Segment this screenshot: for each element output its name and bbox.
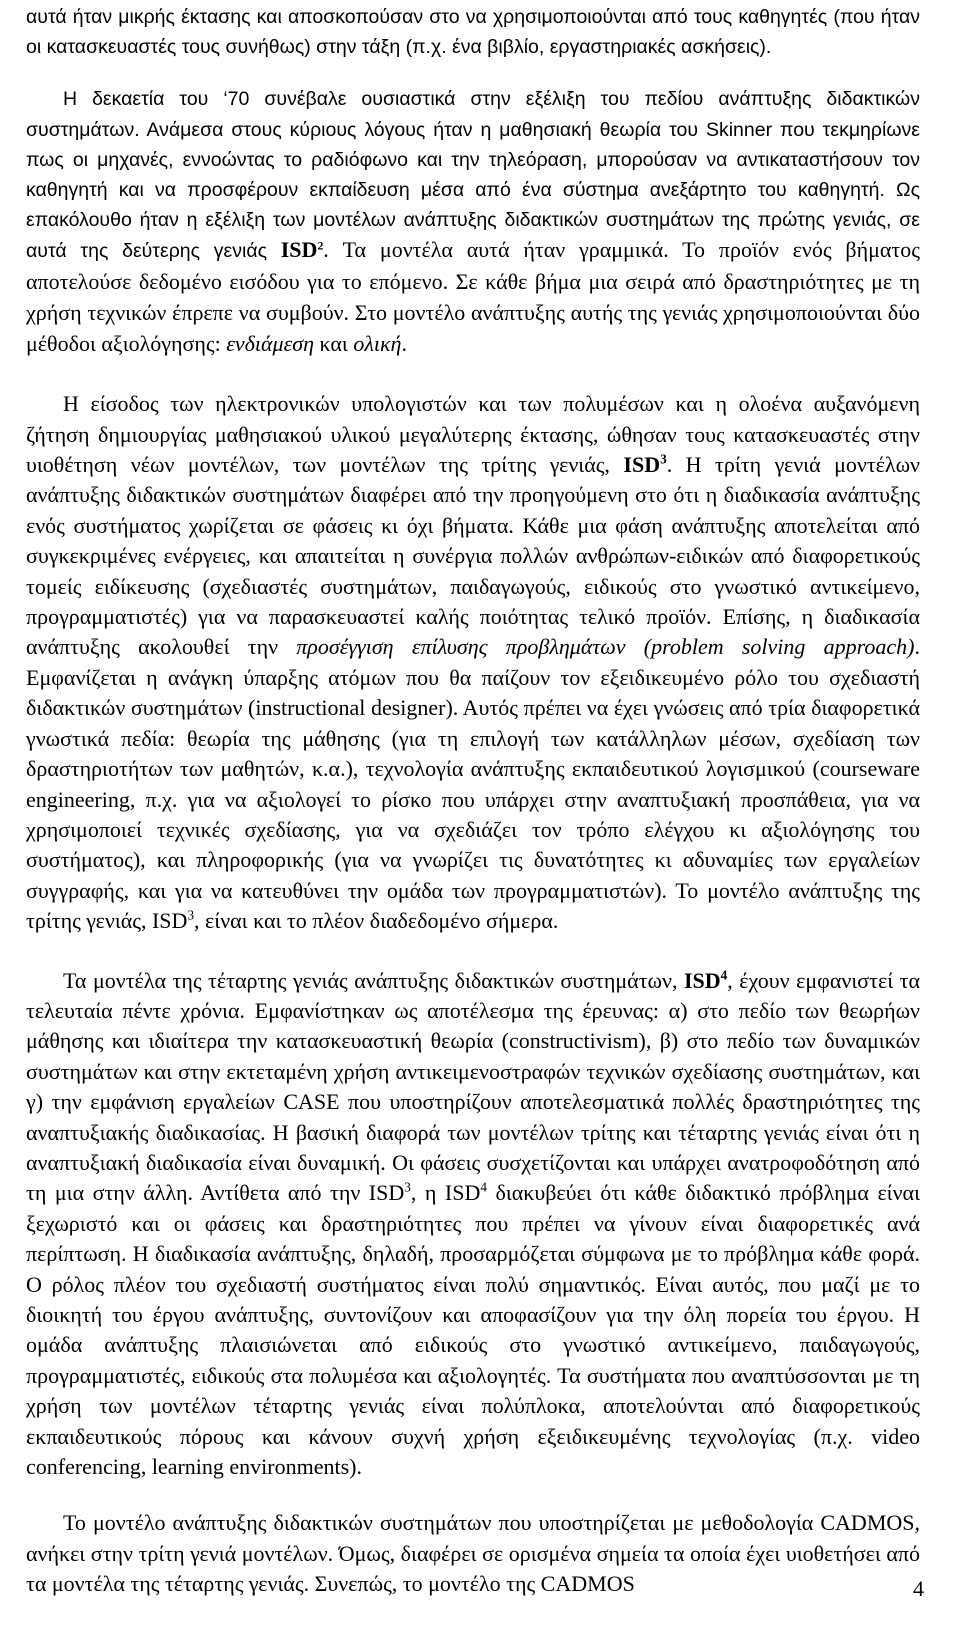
paragraph-text: . Η τρίτη γενιά μοντέλων ανάπτυξης διδακτικών συστημάτων διαφέρει από την προηγούμενη στο ότι η διαδικασία ανάπτυξης ενός συστήματος χωρίζεται σε φάσεις κι όχι βήματα. Κάθε μια φάση ανάπτυξης αποτελείται από συγκεκριμένες ενέργειες, και απαιτείται η συνέργια πολλών ανθρώπων-ειδικών από διαφορετικούς τομείς ειδίκευσης (σχεδιαστές συστημάτων, παιδαγωγούς, ειδικούς στο γνωστικό αντικείμενο, προγραμματιστές) για να παρασκευαστεί καλής ποιότητας τελικό προϊόν. Επίσης, η διαδικασία ανάπτυξης ακολουθεί την (26, 452, 920, 660)
paragraph-text: . (401, 331, 407, 357)
paragraph-text: διακυβεύει ότι κάθε διδακτικό πρόβλημα είναι ξεχωριστό και οι φάσεις και δραστηριότητες που πρέπει να γίνουν είναι διαφορετικές ανά περίπτωση. Η διαδικασία ανάπτυξης, δηλαδή, προσαρμόζεται σύμφωνα με το πρόβλημα κάθε φορά. Ο ρόλος πλέον του σχεδιαστή συστήματος είναι πολύ σημαντικός. Είναι αυτός, που μαζί με το διοικητή του έργου ανάπτυξης, συντονίζουν και αποφασίζουν για την όλη πορεία του έργου. Η ομάδα ανάπτυξης πλαισιώνεται από ειδικούς στο γνωστικό αντικείμενο, παιδαγωγούς, προγραμματιστές, ειδικούς στα πολυμέσα και αξιολογητές. Τα συστήματα που αναπτύσσονται με τη χρήση των μοντέλων τέταρτης γενιάς είναι πολύπλοκα, αποτελούνται από διαφορετικούς εκπαιδευτικούς πόρους και κάνουν συχνή χρήση εξειδικευμένης τεχνολογίας (π.χ. video conferencing, learning environments). (26, 1180, 920, 1480)
paragraph-text: , η ISD (410, 1180, 481, 1206)
paragraph-seventies (26, 84, 920, 360)
paragraph-third-generation (26, 389, 920, 936)
isd-superscript: 3 (404, 1180, 411, 1196)
paragraph-fourth-generation (26, 966, 920, 1483)
paragraph-text: Η είσοδος των ηλεκτρονικών υπολογιστών και των πολυμέσων και η ολοένα αυξανόμενη ζήτηση δημιουργίας μαθησιακού υλικού μεγαλύτερης έκτασης, ώθησαν τους κατασκευαστές στην υιοθέτηση νέων μοντέλων, των μοντέλων της τρίτης γενιάς, (26, 391, 920, 478)
paragraph-text: Τα μοντέλα της τέταρτης γενιάς ανάπτυξης διδακτικών συστημάτων, (63, 967, 684, 993)
paragraph-text: , έχουν εμφανιστεί τα τελευταία πέντε χρόνια. Εμφανίστηκαν ως αποτέλεσμα της έρευνας: α) στο πεδίο των θεωρήων μάθησης και ιδιαίτερα την κατασκευαστική θεωρία (constructivism), β) στο πεδίο των δυναμικών συστημάτων και στην εκτεταμένη χρήση αντικειμενοστραφών τεχνικών σχεδίασης συστημάτων, και γ) την εμφάνιση εργαλείων CASE που υποστηρίζουν αποτελεσματικά πολλές δραστηριότητες της αναπτυξιακής διαδικασίας. Η βασική διαφορά των μοντέλων τρίτης και τέταρτης γενιάς είναι ότι η αναπτυξιακή διαδικασία είναι δυναμική. Οι φάσεις συσχετίζονται και υπάρχει ανατροφοδότηση από τη μια στην άλλη. Αντίθετα από την ISD (26, 967, 920, 1206)
paragraph-text: και (314, 331, 354, 357)
isd-superscript: 2 (317, 239, 324, 253)
italic-term: ολική (353, 331, 402, 357)
paragraph-cadmos (26, 1508, 920, 1599)
paragraph-text: αυτά ήταν μικρής έκτασης και αποσκοπούσαν στο να χρησιμοποιούνται από τους καθηγητές (που ήταν οι κατασκευαστές τους συνήθως) στην τάξη (π.χ. ένα βιβλίο, εργαστηριακές ασκήσεις). (26, 6, 920, 59)
italic-term: προσέγγιση επίλυσης προβλημάτων (problem solving approach) (296, 634, 915, 660)
paragraph-text: Η δεκαετία του ‘70 συνέβαλε ουσιαστικά στην εξέλιξη του πεδίου ανάπτυξης διδακτικών συστημάτων. Ανάμεσα στους κύριους λόγους ήταν η μαθησιακή θεωρία του Skinner που τεκμηρίωνε πως οι μηχανές, εννοώντας το ραδιόφωνο και την τηλεόραση, μπορούσαν να αντικαταστήσουν τον καθηγητή και να προσφέρουν εκπαίδευση μέσα από ένα σύστημα ανεξάρτητο του καθηγητή. Ως επακόλουθο ήταν η εξέλιξη των μοντέλων ανάπτυξης διδακτικών συστημάτων της πρώτης γενιάς, σε αυτά της δεύτερης γενιάς (26, 88, 920, 263)
italic-term: ενδιάμεση (226, 331, 314, 357)
isd-superscript: 4 (720, 967, 728, 983)
isd-superscript: 4 (480, 1180, 487, 1196)
paragraph-text: Το μοντέλο ανάπτυξης διδακτικών συστημάτων που υποστηρίζεται με μεθοδολογία CADMOS, ανήκει στην τρίτη γενιά μοντέλων. Όμως, διαφέρει σε ορισμένα σημεία τα οποία έχει υιοθετήσει από τα μοντέλα της τέταρτης γενιάς. Συνεπώς, το μοντέλο της CADMOS (26, 1510, 920, 1597)
isd-term: ISD (683, 967, 721, 993)
paragraph-text: , είναι και το πλέον διαδεδομένο σήμερα. (194, 908, 559, 934)
isd-superscript: 3 (660, 451, 667, 467)
paragraph-intro-continued (26, 2, 920, 62)
isd-term: ISD (280, 237, 318, 263)
isd-superscript: 3 (187, 907, 195, 923)
paragraph-text: . Τα μοντέλα αυτά ήταν γραμμικά. Το προϊόν ενός βήματος αποτελούσε δεδομένο εισόδου για το επόμενο. Σε κάθε βήμα μια σειρά από δραστηριότητες με τη χρήση τεχνικών έπρεπε να συμβούν. Στο μοντέλο ανάπτυξης αυτής της γενιάς χρησιμοποιούνται δύο μέθοδοι αξιολόγησης: (26, 237, 920, 357)
paragraph-text: . Εμφανίζεται η ανάγκη ύπαρξης ατόμων που θα παίζουν τον εξειδικευμένο ρόλο του σχεδιαστή διδακτικών συστημάτων (instructional designer). Αυτός πρέπει να έχει γνώσεις από τρία διαφορετικά γνωστικά πεδία: θεωρία της μάθησης (για τη επιλογή των κατάλληλων μέσων, σχεδίαση των δραστηριοτήτων των μαθητών, κ.α.), τεχνολογία ανάπτυξης εκπαιδευτικού λογισμικού (courseware engineering, π.χ. για να αξιολογεί το ρίσκο που υπάρχει στην αναπτυξιακή προσπάθεια, για να χρησιμοποιεί τεχνικές σχεδίασης, για να σχεδιάζει τον τρόπο ελέγχου κι αξιολόγησης του συστήματος), και πληροφορικής (για να γνωρίζει τις δυνατότητες κι αδυναμίες των εργαλείων συγγραφής, και για να κατευθύνει την ομάδα των προγραμματιστών). Το μοντέλο ανάπτυξης της τρίτης γενιάς, ISD (26, 634, 920, 934)
page-number: 4 (913, 1576, 924, 1601)
isd-term: ISD (623, 452, 661, 478)
